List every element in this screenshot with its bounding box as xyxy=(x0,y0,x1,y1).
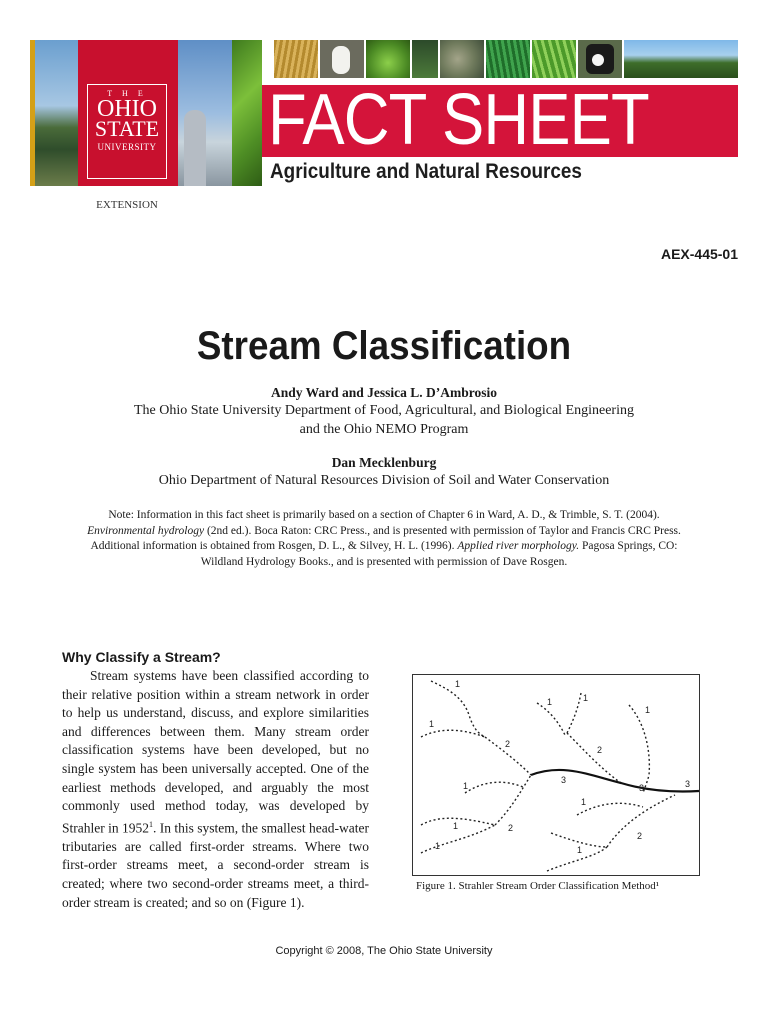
label-order-1: 1 xyxy=(435,841,441,851)
footnote-ref: 1 xyxy=(149,819,153,829)
stream-first-order xyxy=(577,803,643,815)
label-order-1: 1 xyxy=(463,781,469,791)
stream-first-order xyxy=(421,730,485,737)
label-order-1: 1 xyxy=(577,845,583,855)
logo-state: STATE xyxy=(94,116,160,141)
body-text-b: . In this system, the smallest head-water tributaries are called first-order streams. Where two first-order streams meet, a second-order stream is created; where two second-order streams meet, a third-order stream is created; and so on (Figure 1). xyxy=(62,820,369,910)
stream-first-order xyxy=(629,705,649,793)
fact-sheet-banner xyxy=(262,80,738,160)
stream-first-order xyxy=(465,782,523,793)
label-order-3: 3 xyxy=(685,779,691,789)
label-order-2: 2 xyxy=(505,739,511,749)
banner-title: FACT SHEET xyxy=(268,80,649,160)
header-photo-trees xyxy=(624,40,738,78)
header-photo-fern xyxy=(366,40,410,78)
label-order-1: 1 xyxy=(583,693,589,703)
label-order-1: 1 xyxy=(547,697,553,707)
note-line-3-end: Pagosa Springs, CO: xyxy=(579,540,678,552)
header-photo-crops xyxy=(532,40,576,78)
header-photo-cow2 xyxy=(578,40,622,78)
banner-subtitle: Agriculture and Natural Resources xyxy=(270,160,582,183)
logo-the: T H E xyxy=(107,89,147,98)
authors-line-2: Dan Mecklenburg xyxy=(331,455,437,470)
osu-logo xyxy=(78,40,178,211)
label-order-2: 2 xyxy=(637,831,643,841)
label-order-2: 2 xyxy=(508,823,514,833)
note-line-3-start: Additional information is obtained from Rosgen, D. L., & Silvey, H. L. (1996). xyxy=(90,540,458,552)
body-text-a: Stream systems have been classified according to their relative position within a stream network in order to help us understand, discuss, and explore similarities and differences between them. Many stream order classification systems have been developed, but no single system has been universally accepted. One of the earliest methods developed, and arguably the most commonly used method today, was developed by Strahler in 1952 xyxy=(62,668,369,836)
note-line-1: Note: Information in this fact sheet is primarily based on a section of Chapter 6 in Ward, A. D., & Trimble, S. T. (2004). xyxy=(108,509,660,521)
note-line-3 xyxy=(62,539,706,555)
logo-ohio: OHIO xyxy=(97,96,157,122)
label-order-1: 1 xyxy=(429,719,435,729)
label-order-3: 3 xyxy=(561,775,567,785)
figure-caption: Figure 1. Strahler Stream Order Classification Method¹ xyxy=(416,880,660,892)
label-order-2: 2 xyxy=(597,745,603,755)
affiliation-1-line-1: The Ohio State University Department of Food, Agricultural, and Biological Engineering xyxy=(133,403,634,418)
label-order-3: 3 xyxy=(639,783,645,793)
header-photo-forest xyxy=(412,40,438,78)
stream-first-order xyxy=(567,693,581,733)
note-line-4: Wildland Hydrology Books., and is presented with permission of Dave Rosgen. xyxy=(200,555,568,568)
document-code: AEX-445-01 xyxy=(660,246,738,262)
stream-order-figure xyxy=(412,674,700,876)
section-heading: Why Classify a Stream? xyxy=(62,649,221,665)
stream-third-order xyxy=(531,770,699,792)
header-photo-silo xyxy=(178,40,232,186)
note-line-2 xyxy=(62,524,706,540)
affiliation-2: Ohio Department of Natural Resources Division of Soil and Water Conservation xyxy=(158,473,610,488)
copyright-notice: Copyright © 2008, The Ohio State University xyxy=(275,945,493,957)
header-photo-grass xyxy=(486,40,530,78)
stream-first-order xyxy=(431,681,485,737)
label-order-1: 1 xyxy=(645,705,651,715)
header-photo-cow xyxy=(320,40,364,78)
logo-university: UNIVERSITY xyxy=(97,142,157,152)
stream-network-diagram xyxy=(413,675,699,875)
stream-first-order xyxy=(537,703,565,735)
header-photo-wheat xyxy=(274,40,318,78)
note-book-title-1: Environmental hydrology xyxy=(87,524,205,537)
logo-extension: EXTENSION xyxy=(87,190,167,220)
source-note xyxy=(62,508,706,570)
label-order-1: 1 xyxy=(581,797,587,807)
label-order-1: 1 xyxy=(453,821,459,831)
affiliation-1-line-2: and the Ohio NEMO Program xyxy=(299,422,469,437)
note-line-2-rest: (2nd ed.). Boca Raton: CRC Press., and is presented with permission of Taylor and Francis CRC Press. xyxy=(204,524,681,537)
header-photo-pond xyxy=(30,40,78,186)
label-order-1: 1 xyxy=(455,679,461,689)
page-title: Stream Classification xyxy=(196,324,572,368)
header-photo-leaf xyxy=(232,40,262,186)
note-book-title-2: Applied river morphology. xyxy=(457,540,580,552)
body-paragraph xyxy=(62,667,369,912)
authors-line-1: Andy Ward and Jessica L. D’Ambrosio xyxy=(270,385,498,400)
header-photo-water xyxy=(440,40,484,78)
